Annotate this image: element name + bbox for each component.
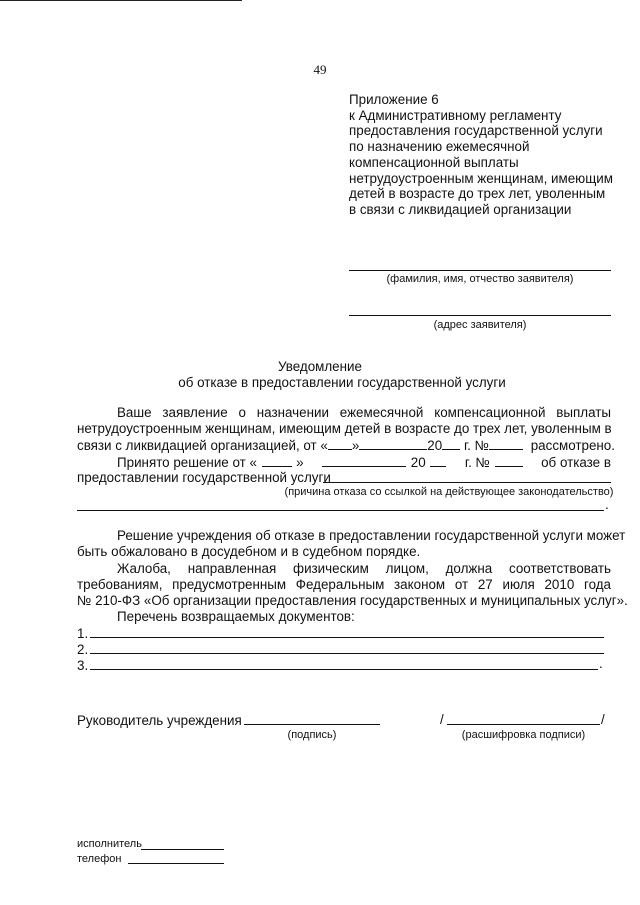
refusal-reason-field[interactable] (323, 470, 611, 483)
signature-decode-field[interactable] (447, 712, 600, 725)
applicant-name-field[interactable] (349, 258, 611, 271)
signature-caption: (подпись) (287, 729, 337, 741)
doc-number: 2. (77, 642, 89, 657)
end-dot: . (605, 497, 609, 512)
para1-line (77, 437, 615, 453)
para2-text: Принято решение от « (117, 455, 257, 470)
month-field[interactable] (359, 437, 427, 450)
para1-text: г. № (463, 438, 489, 453)
appendix-line: по назначению ежемесячной (349, 139, 530, 155)
para1-text: рассмотрено. (530, 438, 615, 453)
decision-month-field[interactable] (322, 454, 406, 467)
para2-line: предоставлении государственной услуги (77, 470, 331, 485)
appendix-header (349, 92, 629, 218)
number-field[interactable] (489, 437, 523, 450)
appeal-line: № 210-ФЗ «Об организации предоставления государственных и муниципальных услуг». (77, 593, 628, 608)
appendix-line: компенсационной выплаты (349, 154, 519, 170)
appeal-line: Решение учреждения об отказе в предоставлении государственной услуги может (117, 528, 626, 543)
appeal-line: Жалоба, направленная физическим лицом, должна соответствовать (117, 561, 611, 576)
appeal-line: быть обжаловано в досудебном и в судебном порядке. (77, 544, 421, 559)
appeal-line: Перечень возвращаемых документов: (117, 609, 355, 624)
appendix-line: к Административному регламенту (349, 107, 562, 123)
para1-line: Ваше заявление о назначении ежемесячной компенсационной выплаты (117, 405, 611, 420)
page-number: 49 (313, 62, 327, 77)
para1-line: нетрудоустроенным женщинам, имеющим детей в возрасте до трех лет, уволенным в (77, 421, 612, 436)
para2-line (117, 454, 611, 470)
phone-label: телефон (77, 853, 122, 865)
appendix-line: Приложение 6 (349, 92, 439, 107)
appeal-line: требованиям, предусмотренным Федеральным законом от 27 июля 2010 года (77, 577, 611, 592)
para2-text: 20 (410, 455, 426, 470)
para1-text: » (351, 438, 360, 453)
para2-text: об отказе в (541, 455, 611, 470)
appendix-line: детей в возрасте до трех лет, уволенным (349, 186, 606, 202)
doc-number: 1. (77, 626, 89, 641)
executor-field[interactable] (141, 838, 224, 850)
para1-text: связи с ликвидацией организацией, от « (77, 438, 328, 453)
phone-field[interactable] (128, 852, 224, 864)
para2-text: г. № (464, 455, 490, 470)
decode-caption: (расшифровка подписи) (461, 729, 586, 741)
notice-subtitle: об отказе в предоставлении государственной услуги (178, 375, 506, 390)
applicant-name-caption: (фамилия, имя, отчество заявителя) (386, 273, 574, 285)
notice-title: Уведомление (278, 359, 362, 374)
appendix-line: нетрудоустроенным женщинам, имеющим (349, 170, 613, 186)
doc-number: 3. (77, 658, 89, 673)
signature-field[interactable] (244, 712, 380, 725)
day-field[interactable] (328, 437, 352, 450)
decision-year-field[interactable] (430, 454, 446, 467)
para1-text: 20 (427, 438, 443, 453)
decision-day-field[interactable] (262, 454, 292, 467)
end-dot: . (599, 656, 603, 671)
slash: / (440, 712, 444, 727)
document-line-3[interactable] (90, 657, 598, 670)
refusal-reason-field-2[interactable] (77, 498, 604, 511)
appendix-line: предоставления государственной услуги (349, 123, 603, 139)
year-field[interactable] (442, 437, 460, 450)
decision-number-field[interactable] (495, 454, 523, 467)
applicant-address-field[interactable] (349, 303, 611, 316)
refusal-reason-caption: (причина отказа со ссылкой на действующее законодательство) (284, 486, 614, 498)
appendix-line: в связи с ликвидацией организации (349, 201, 572, 217)
top-edge-line (0, 0, 242, 1)
para2-text: » (296, 455, 304, 470)
applicant-address-caption: (адрес заявителя) (433, 319, 527, 331)
head-label: Руководитель учреждения (77, 713, 242, 728)
document-line-2[interactable] (90, 641, 604, 654)
executor-label: исполнитель (77, 838, 142, 850)
slash: / (601, 712, 605, 727)
document-line-1[interactable] (90, 625, 604, 638)
